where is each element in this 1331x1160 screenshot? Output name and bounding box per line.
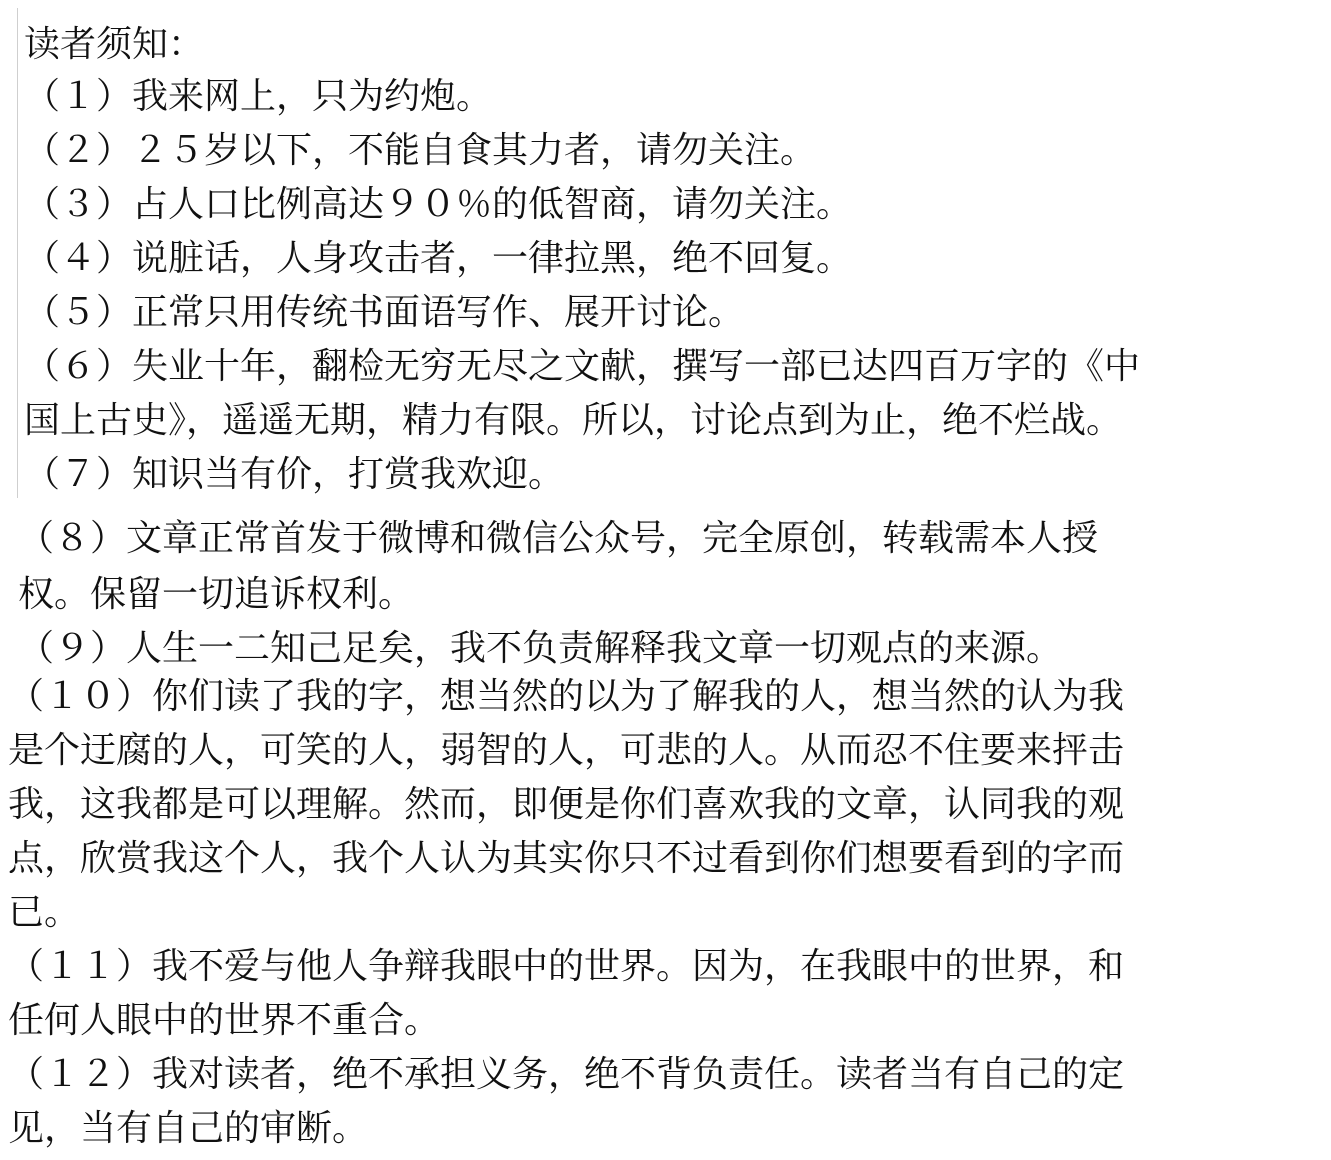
rule-3: （３）占人口比例高达９０％的低智商，请勿关注。 bbox=[24, 184, 853, 225]
rule-12-line-1: （１２）我对读者，绝不承担义务，绝不背负责任。读者当有自己的定 bbox=[8, 1054, 1125, 1095]
notice-title: 读者须知： bbox=[24, 24, 205, 65]
rule-10-line-3: 我，这我都是可以理解。然而，即便是你们喜欢我的文章，认同我的观 bbox=[8, 784, 1125, 825]
rule-11-line-1: （１１）我不爱与他人争辩我眼中的世界。因为，在我眼中的世界，和 bbox=[8, 946, 1125, 987]
rule-1: （１）我来网上，只为约炮。 bbox=[24, 76, 493, 117]
rule-11-line-2: 任何人眼中的世界不重合。 bbox=[8, 1000, 441, 1041]
rule-10-line-5: 已。 bbox=[8, 892, 81, 933]
rule-10-line-4: 点，欣赏我这个人，我个人认为其实你只不过看到你们想要看到的字而 bbox=[8, 838, 1125, 879]
rule-8-line-2: 权。保留一切追诉权利。 bbox=[18, 574, 415, 615]
rule-8-line-1: （８）文章正常首发于微博和微信公众号，完全原创，转载需本人授 bbox=[18, 518, 1099, 559]
rule-10-line-1: （１０）你们读了我的字，想当然的以为了解我的人，想当然的认为我 bbox=[8, 676, 1125, 717]
rule-9: （９）人生一二知己足矣，我不负责解释我文章一切观点的来源。 bbox=[18, 628, 1063, 669]
rule-4: （４）说脏话，人身攻击者，一律拉黑，绝不回复。 bbox=[24, 238, 853, 279]
rule-7: （７）知识当有价，打赏我欢迎。 bbox=[24, 454, 565, 495]
rule-10-line-2: 是个迂腐的人，可笑的人，弱智的人，可悲的人。从而忍不住要来抨击 bbox=[8, 730, 1125, 771]
rule-12-line-2: 见，当有自己的审断。 bbox=[8, 1108, 369, 1149]
rule-5: （５）正常只用传统书面语写作、展开讨论。 bbox=[24, 292, 745, 333]
rule-6-line-1: （６）失业十年，翻检无穷无尽之文献，撰写一部已达四百万字的《中 bbox=[24, 346, 1141, 387]
rule-2: （２）２５岁以下，不能自食其力者，请勿关注。 bbox=[24, 130, 817, 171]
rule-6-line-2: 国上古史》，遥遥无期，精力有限。所以，讨论点到为止，绝不烂战。 bbox=[24, 400, 1123, 441]
